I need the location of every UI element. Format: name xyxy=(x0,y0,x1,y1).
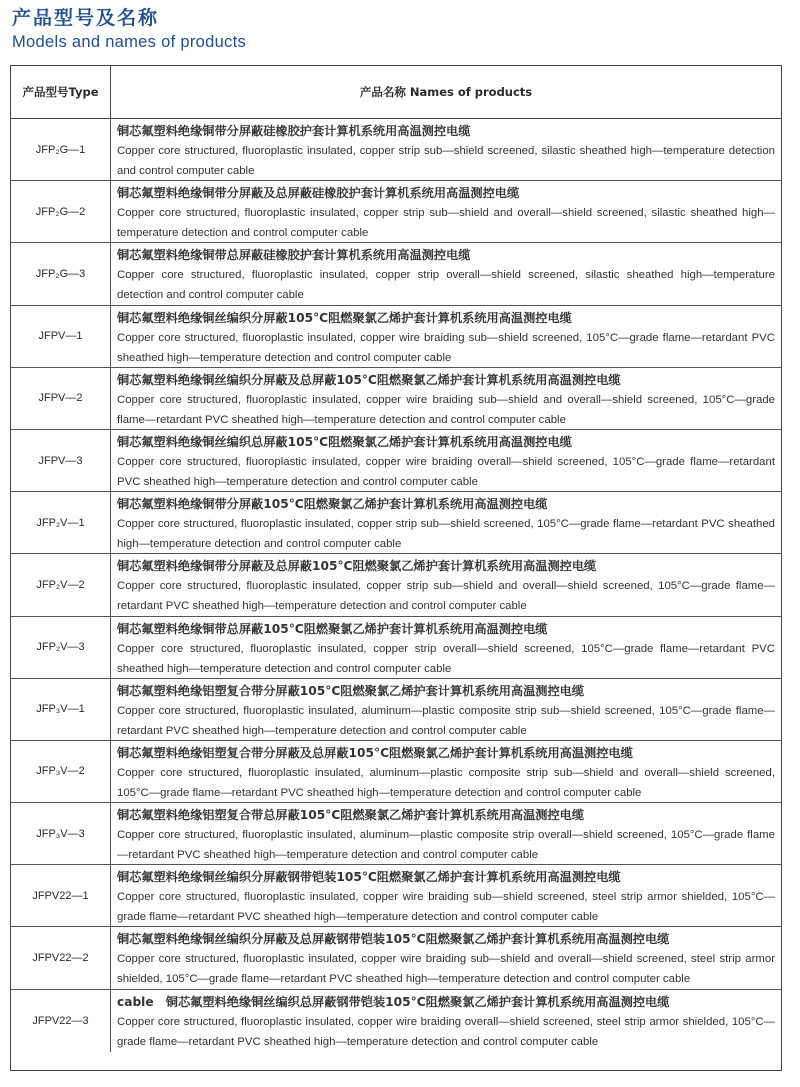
product-name-zh: 铜芯氟塑料绝缘铜丝编织分屏蔽105°C阻燃聚氯乙烯护套计算机系统用高温测控电缆 xyxy=(117,310,572,325)
product-name-en: Copper core structured, fluoroplastic insulated, copper strip sub—shield screened, 105°C—grade flame—retardant PVC sheathed high—temperature detection and control computer cable xyxy=(117,518,775,551)
model-type-cell: JFP₃V—2 xyxy=(11,741,111,802)
product-name-cell xyxy=(111,119,781,180)
product-name-zh: 铜芯氟塑料绝缘铜带总屏蔽105°C阻燃聚氯乙烯护套计算机系统用高温测控电缆 xyxy=(117,621,548,636)
page-title-zh: 产品型号及名称 xyxy=(12,7,160,29)
model-type-cell: JFP₂G—3 xyxy=(11,243,111,304)
product-name-zh: cable 铜芯氟塑料绝缘铜丝编织总屏蔽钢带铠装105°C阻燃聚氯乙烯护套计算机系统用高温测控电缆 xyxy=(117,994,670,1009)
product-name-zh: 铜芯氟塑料绝缘铜丝编织分屏蔽及总屏蔽钢带铠装105°C阻燃聚氯乙烯护套计算机系统用高温测控电缆 xyxy=(117,932,670,947)
table-row xyxy=(11,243,781,305)
table-row xyxy=(11,865,781,927)
product-name-cell xyxy=(111,554,781,615)
model-type-cell: JFP₂G—2 xyxy=(11,181,111,242)
product-name-zh: 铜芯氟塑料绝缘铜带分屏蔽及总屏蔽105°C阻燃聚氯乙烯护套计算机系统用高温测控电缆 xyxy=(117,559,597,574)
table-row xyxy=(11,927,781,989)
table-row xyxy=(11,492,781,554)
table-row xyxy=(11,368,781,430)
page-title-en: Models and names of products xyxy=(12,33,247,51)
product-name-zh: 铜芯氟塑料绝缘铝塑复合带分屏蔽及总屏蔽105°C阻燃聚氯乙烯护套计算机系统用高温测控电缆 xyxy=(117,745,633,760)
table-row xyxy=(11,119,781,181)
product-name-zh: 铜芯氟塑料绝缘铜带分屏蔽105°C阻燃聚氯乙烯护套计算机系统用高温测控电缆 xyxy=(117,497,548,512)
model-type-cell: JFP₂V—1 xyxy=(11,492,111,553)
product-name-en: Copper core structured, fluoroplastic insulated, aluminum—plastic composite strip sub—shield screened, 105°C—grade flame—retardant PVC sheathed high—temperature detection and control computer cable xyxy=(117,704,775,737)
product-name-en: Copper core structured, fluoroplastic insulated, copper wire braiding overall—shield screened, 105°C—grade flame—retardant PVC sheathed high—temperature detection and control computer cable xyxy=(117,455,775,488)
product-name-en: Copper core structured, fluoroplastic insulated, copper strip sub—shield screened, silastic sheathed high—temperature detection and control computer cable xyxy=(117,145,775,177)
product-name-cell xyxy=(111,679,781,740)
product-name-en: Copper core structured, fluoroplastic insulated, copper strip sub—shield and overall—shield screened, silastic sheathed high—temperature detection and control computer cable xyxy=(117,207,775,240)
product-name-cell xyxy=(111,617,781,678)
product-name-cell xyxy=(111,990,781,1052)
product-name-cell xyxy=(111,368,781,429)
product-name-zh: 铜芯氟塑料绝缘铜丝编织分屏蔽钢带铠装105°C阻燃聚氯乙烯护套计算机系统用高温测控电缆 xyxy=(117,870,621,885)
product-name-zh: 铜芯氟塑料绝缘铝塑复合带分屏蔽105°C阻燃聚氯乙烯护套计算机系统用高温测控电缆 xyxy=(117,683,585,698)
model-type-cell: JFP₂G—1 xyxy=(11,119,111,180)
product-name-en: Copper core structured, fluoroplastic insulated, copper wire braiding sub—shield and overall—shield screened, steel strip armor shielded, 105°C—grade flame—retardant PVC sheathed high—temperature detection and control computer cable xyxy=(117,953,775,986)
model-type-cell: JFPV22—3 xyxy=(11,990,111,1052)
product-name-cell xyxy=(111,803,781,864)
product-name-en: Copper core structured, fluoroplastic insulated, copper strip overall—shield screened, silastic sheathed high—temperature detection and control computer cable xyxy=(117,269,775,302)
product-name-en: Copper core structured, fluoroplastic insulated, copper wire braiding sub—shield screened, steel strip armor shielded, 105°C—grade flame—retardant PVC sheathed high—temperature detection and control computer cable xyxy=(117,891,775,924)
product-name-zh: 铜芯氟塑料绝缘铜丝编织分屏蔽及总屏蔽105°C阻燃聚氯乙烯护套计算机系统用高温测控电缆 xyxy=(117,372,621,387)
table-row xyxy=(11,554,781,616)
product-name-cell xyxy=(111,865,781,926)
table-row xyxy=(11,803,781,865)
model-type-cell: JFP₃V—1 xyxy=(11,679,111,740)
model-type-cell: JFPV—2 xyxy=(11,368,111,429)
table-row xyxy=(11,741,781,803)
product-name-en: Copper core structured, fluoroplastic insulated, aluminum—plastic composite strip sub—shield and overall—shield screened, 105°C—grade flame—retardant PVC sheathed high—temperature detection and control computer cable xyxy=(117,766,775,799)
product-name-cell xyxy=(111,306,781,367)
model-type-cell: JFPV22—1 xyxy=(11,865,111,926)
model-type-cell: JFPV—3 xyxy=(11,430,111,491)
product-name-en: Copper core structured, fluoroplastic insulated, copper wire braiding overall—shield screened, steel strip armor shielded, 105°C—grade flame—retardant PVC sheathed high—temperature detection and control computer cable xyxy=(117,1015,775,1048)
model-type-cell: JFPV22—2 xyxy=(11,927,111,988)
model-type-cell: JFP₂V—2 xyxy=(11,554,111,615)
product-name-zh: 铜芯氟塑料绝缘铜带分屏蔽及总屏蔽硅橡胶护套计算机系统用高温测控电缆 xyxy=(117,186,520,201)
product-name-cell xyxy=(111,430,781,491)
product-name-cell xyxy=(111,492,781,553)
model-type-cell: JFP₃V—3 xyxy=(11,803,111,864)
table-row xyxy=(11,306,781,368)
product-name-zh: 铜芯氟塑料绝缘铜带总屏蔽硅橡胶护套计算机系统用高温测控电缆 xyxy=(117,248,471,263)
table-row xyxy=(11,990,781,1052)
table-body xyxy=(11,119,781,1052)
model-type-cell: JFP₂V—3 xyxy=(11,617,111,678)
table-row xyxy=(11,181,781,243)
product-name-en: Copper core structured, fluoroplastic insulated, copper wire braiding sub—shield and overall—shield screened, 105°C—grade flame—retardant PVC sheathed high—temperature detection and control computer cable xyxy=(117,393,775,426)
table-header xyxy=(11,66,781,119)
product-name-cell xyxy=(111,243,781,304)
product-name-en: Copper core structured, fluoroplastic insulated, copper wire braiding sub—shield screened, 105°C—grade flame—retardant PVC sheathed high—temperature detection and control computer cable xyxy=(117,331,775,364)
model-type-cell: JFPV—1 xyxy=(11,306,111,367)
products-table xyxy=(10,65,782,1071)
table-row xyxy=(11,430,781,492)
product-name-cell xyxy=(111,927,781,988)
product-name-cell xyxy=(111,181,781,242)
product-name-zh: 铜芯氟塑料绝缘铜带分屏蔽硅橡胶护套计算机系统用高温测控电缆 xyxy=(117,124,471,138)
table-row xyxy=(11,679,781,741)
column-header-name: 产品名称 Names of products xyxy=(359,85,533,99)
product-name-zh: 铜芯氟塑料绝缘铝塑复合带总屏蔽105°C阻燃聚氯乙烯护套计算机系统用高温测控电缆 xyxy=(117,808,585,823)
product-name-en: Copper core structured, fluoroplastic insulated, aluminum—plastic composite strip overall—shield screened, 105°C—grade flame—retardant PVC sheathed high—temperature detection and control computer cable xyxy=(117,829,775,862)
product-name-en: Copper core structured, fluoroplastic insulated, copper strip sub—shield and overall—shield screened, 105°C—grade flame—retardant PVC sheathed high—temperature detection and control computer cable xyxy=(117,580,775,613)
column-header-type: 产品型号Type xyxy=(11,66,111,118)
product-name-zh: 铜芯氟塑料绝缘铜丝编织总屏蔽105°C阻燃聚氯乙烯护套计算机系统用高温测控电缆 xyxy=(117,434,572,449)
table-row xyxy=(11,617,781,679)
product-name-en: Copper core structured, fluoroplastic insulated, copper strip overall—shield screened, 105°C—grade flame—retardant PVC sheathed high—temperature detection and control computer cable xyxy=(117,642,775,675)
product-name-cell xyxy=(111,741,781,802)
